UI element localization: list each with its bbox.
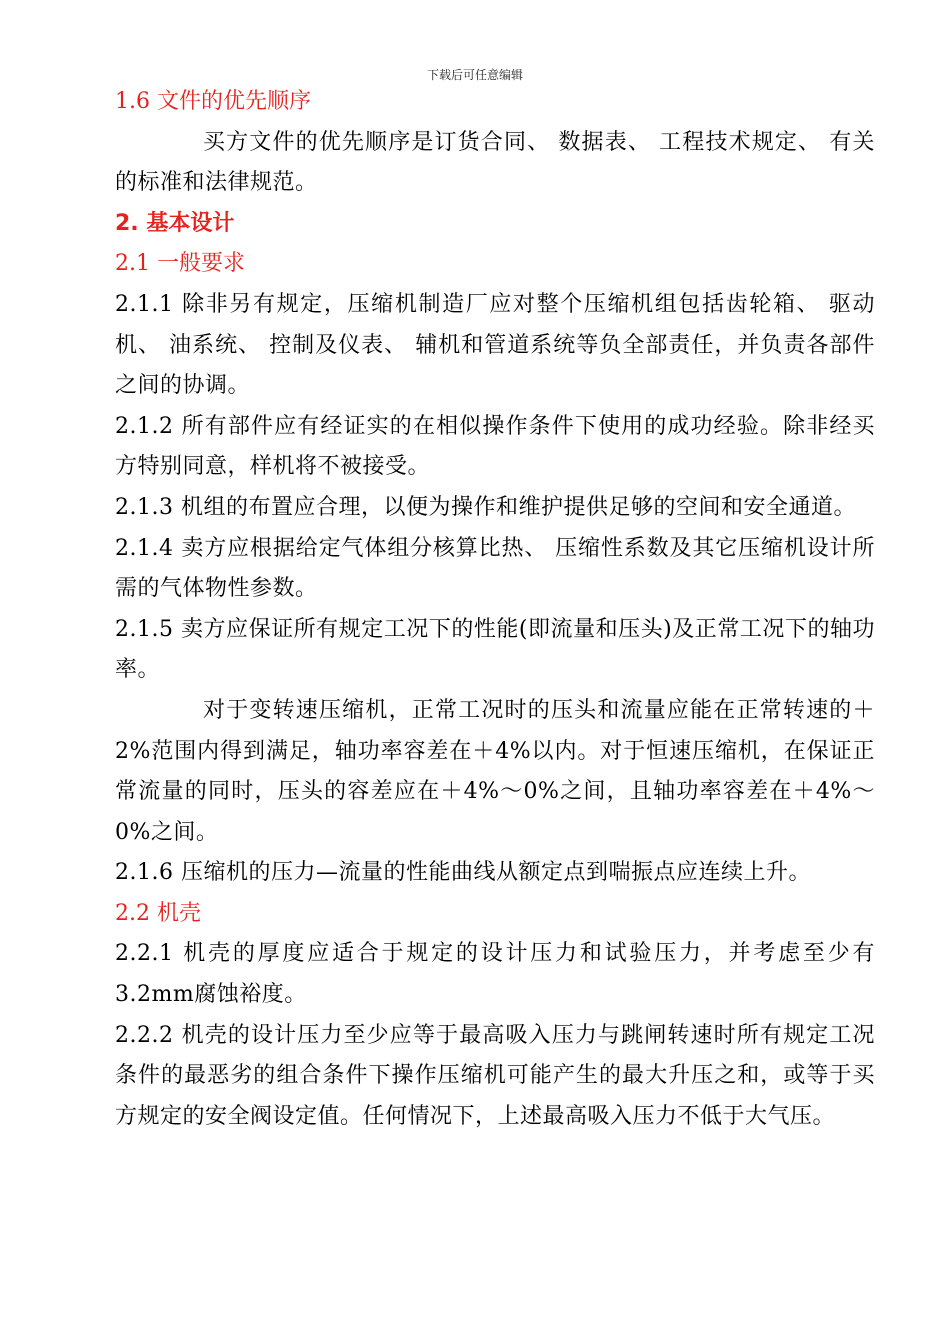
- section-2-2-heading: 2.2 机壳: [115, 900, 201, 926]
- clause-2-2-1: 2.2.1 机壳的厚度应适合于规定的设计压力和试验压力，并考虑至少有3.2mm腐蚀裕度。: [115, 941, 875, 1008]
- clause-2-1-3: 2.1.3 机组的布置应合理，以便为操作和维护提供足够的空间和安全通道。: [115, 494, 856, 520]
- section-2-heading: 2. 基本设计: [115, 210, 235, 236]
- clause-2-1-5-note: 对于变转速压缩机，正常工况时的压头和流量应能在正常转速的＋2%范围内得到满足，轴功率容差在＋4%以内。对于恒速压缩机，在保证正常流量的同时，压头的容差应在＋4%～0%之间，且轴功率容差在＋4%～0%之间。: [115, 697, 875, 845]
- page-header-note: 下载后可任意编辑: [426, 68, 523, 82]
- section-2-1-heading: 2.1 一般要求: [115, 251, 245, 277]
- section-1-6-paragraph: 买方文件的优先顺序是订货合同、 数据表、 工程技术规定、 有关的标准和法律规范。: [115, 129, 875, 196]
- clause-2-1-1: 2.1.1 除非另有规定，压缩机制造厂应对整个压缩机组包括齿轮箱、 驱动机、 油系统、 控制及仪表、 辅机和管道系统等负全部责任，并负责各部件之间的协调。: [115, 291, 875, 399]
- section-1-6-heading: 1.6 文件的优先顺序: [115, 89, 311, 114]
- clause-2-1-2: 2.1.2 所有部件应有经证实的在相似操作条件下使用的成功经验。除非经买方特别同意，样机将不被接受。: [115, 413, 875, 480]
- clause-2-2-2: 2.2.2 机壳的设计压力至少应等于最高吸入压力与跳闸转速时所有规定工况条件的最恶劣的组合条件下操作压缩机可能产生的最大升压之和，或等于买方规定的安全阀设定值。任何情况下，上述最高吸入压力不低于大气压。: [115, 1022, 875, 1129]
- document-body: [115, 82, 875, 1137]
- clause-2-1-4: 2.1.4 卖方应根据给定气体组分核算比热、 压缩性系数及其它压缩机设计所需的气体物性参数。: [115, 535, 875, 602]
- clause-2-1-5: 2.1.5 卖方应保证所有规定工况下的性能(即流量和压头)及正常工况下的轴功率。: [115, 616, 875, 683]
- clause-2-1-6: 2.1.6 压缩机的压力—流量的性能曲线从额定点到喘振点应连续上升。: [115, 860, 811, 886]
